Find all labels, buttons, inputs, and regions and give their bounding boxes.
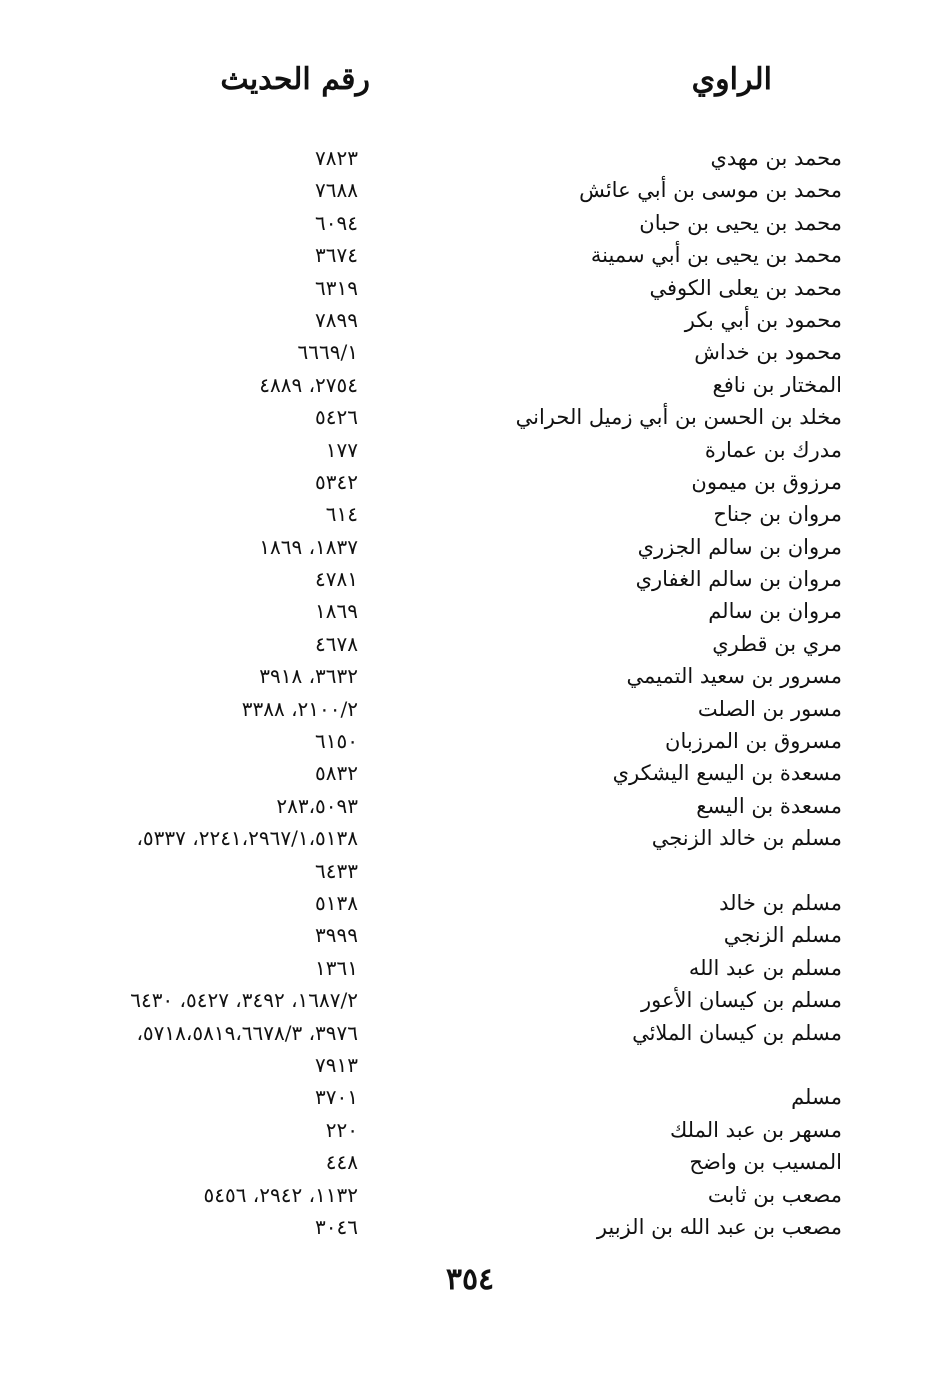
narrator-name: مروان بن سالم الجزري [637,534,842,559]
hadith-numbers: ٧٨٩٩ [315,307,358,332]
narrator-name: محمد بن يحيى بن أبي سمينة [590,243,842,268]
narrator-name: مرزوق بن ميمون [691,469,842,494]
index-row [0,1017,940,1049]
index-row [0,304,940,336]
index-row [0,628,940,660]
hadith-numbers: ٦١٥٠ [315,729,358,754]
hadith-numbers: ٢٢٠ [325,1117,358,1142]
hadith-numbers: ٣٦٣٢، ٣٩١٨ [259,664,358,689]
hadith-numbers: ٤٤٨ [325,1150,358,1175]
index-row [0,855,940,887]
index-row [0,757,940,789]
narrator-name: مسور بن الصلت [697,696,842,721]
narrator-name: مسروق بن المرزبان [665,729,842,754]
hadith-numbers: ٤٦٧٨ [315,631,358,656]
narrator-name: محمد بن يحيى بن حبان [639,210,842,235]
index-row [0,693,940,725]
hadith-numbers: ١٣٦١ [315,955,358,980]
index-row [0,239,940,271]
index-row [0,1211,940,1243]
narrator-name: مسعدة بن اليسع [696,793,842,818]
narrator-name: المختار بن نافع [712,372,842,397]
index-row [0,595,940,627]
narrator-name: مروان بن سالم الغفاري [635,567,842,592]
narrator-name: مسهر بن عبد الملك [669,1117,842,1142]
index-row [0,919,940,951]
hadith-numbers: ٢٧٥٤، ٤٨٨٩ [259,372,358,397]
hadith-number-column-header: رقم الحديث [220,62,370,97]
hadith-numbers: ٣٠٤٦ [315,1214,358,1239]
hadith-numbers: ٧٨٢٣ [315,146,358,170]
hadith-numbers: ٥٤٢٦ [315,405,358,430]
index-row [0,272,940,304]
narrator-column-header: الراوي [691,62,772,97]
index-row [0,142,940,174]
hadith-numbers: ٥٣٤٢ [315,469,358,494]
hadith-numbers: ١٨٦٩ [315,599,358,624]
narrator-name: مسلم بن خالد [719,890,842,915]
narrator-name: مسرور بن سعيد التميمي [626,664,842,689]
index-row [0,401,940,433]
index-row [0,1146,940,1178]
index-row [0,563,940,595]
index-row [0,369,940,401]
index-list [0,142,940,1243]
page-number: ٣٥٤ [445,1262,495,1297]
index-row [0,952,940,984]
hadith-numbers: ٣٩٧٦، ٥٧١٨،٥٨١٩،٦٦٧٨/٣، [136,1020,358,1045]
narrator-name: مسعدة بن اليسع اليشكري [612,761,842,786]
hadith-numbers: ١٨٣٧، ١٨٦٩ [259,534,358,559]
narrator-name: محمود بن أبي بكر [684,307,842,332]
narrator-name: مصعب بن ثابت [707,1182,842,1207]
hadith-numbers: ٦٦٦٩/١ [297,340,358,365]
narrator-name: مسلم الزنجي [723,923,842,948]
hadith-numbers: ٦٠٩٤ [315,210,358,235]
hadith-numbers: ٢٢٤١،٢٩٦٧/١،٥١٣٨، ٥٣٣٧، [136,826,358,851]
index-row [0,660,940,692]
narrator-name: محمد بن يعلى الكوفي [649,275,842,300]
narrator-name: مسلم بن خالد الزنجي [651,826,842,851]
hadith-numbers: ٦٤٣٣ [315,858,358,883]
narrator-name: مروان بن جناح [713,502,842,527]
index-row [0,790,940,822]
hadith-numbers: ٢٨٣،٥٠٩٣ [276,793,358,818]
narrator-name: مدرك بن عمارة [704,437,842,462]
index-row [0,531,940,563]
narrator-name: مصعب بن عبد الله بن الزبير [596,1214,842,1239]
index-row [0,725,940,757]
index-row [0,1081,940,1113]
narrator-name: مسلم بن كيسان الملائي [632,1020,842,1045]
hadith-numbers: ٦١٤ [325,502,358,527]
hadith-numbers: ٣٦٧٤ [315,243,358,268]
hadith-numbers: ٦٣١٩ [315,275,358,300]
index-row [0,984,940,1016]
narrator-name: مروان بن سالم [708,599,842,624]
index-row [0,207,940,239]
hadith-numbers: ٥٨٣٢ [315,761,358,786]
narrator-name: محمود بن خداش [694,340,842,365]
hadith-numbers: ١١٣٢، ٢٩٤٢، ٥٤٥٦ [203,1182,358,1207]
index-row [0,1114,940,1146]
index-row [0,434,940,466]
index-row [0,1049,940,1081]
hadith-numbers: ٧٦٨٨ [315,178,358,203]
hadith-numbers: ١٦٨٧/٢، ٣٤٩٢، ٥٤٢٧، ٦٤٣٠ [130,988,358,1013]
hadith-numbers: ٣٧٠١ [315,1085,358,1110]
index-row [0,336,940,368]
index-row [0,466,940,498]
index-row [0,498,940,530]
narrator-name: المسيب بن واضح [689,1150,842,1175]
narrator-name: مسلم [791,1085,842,1110]
narrator-name: مري بن قطري [712,631,842,656]
hadith-numbers: ٧٩١٣ [315,1052,358,1077]
narrator-name: مخلد بن الحسن بن أبي زميل الحراني [515,405,842,430]
narrator-name: مسلم بن عبد الله [688,955,842,980]
hadith-numbers: ٣٩٩٩ [315,923,358,948]
hadith-numbers: ١٧٧ [325,437,358,462]
narrator-name: محمد بن موسى بن أبي عائش [579,178,842,203]
index-row [0,822,940,854]
narrator-name: محمد بن مهدي [710,146,842,170]
index-row [0,174,940,206]
hadith-numbers: ٥١٣٨ [315,890,358,915]
narrator-name: مسلم بن كيسان الأعور [641,988,842,1013]
hadith-numbers: ٤٧٨١ [315,567,358,592]
hadith-numbers: ٢١٠٠/٢، ٣٣٨٨ [241,696,358,721]
index-row [0,887,940,919]
index-row [0,1179,940,1211]
